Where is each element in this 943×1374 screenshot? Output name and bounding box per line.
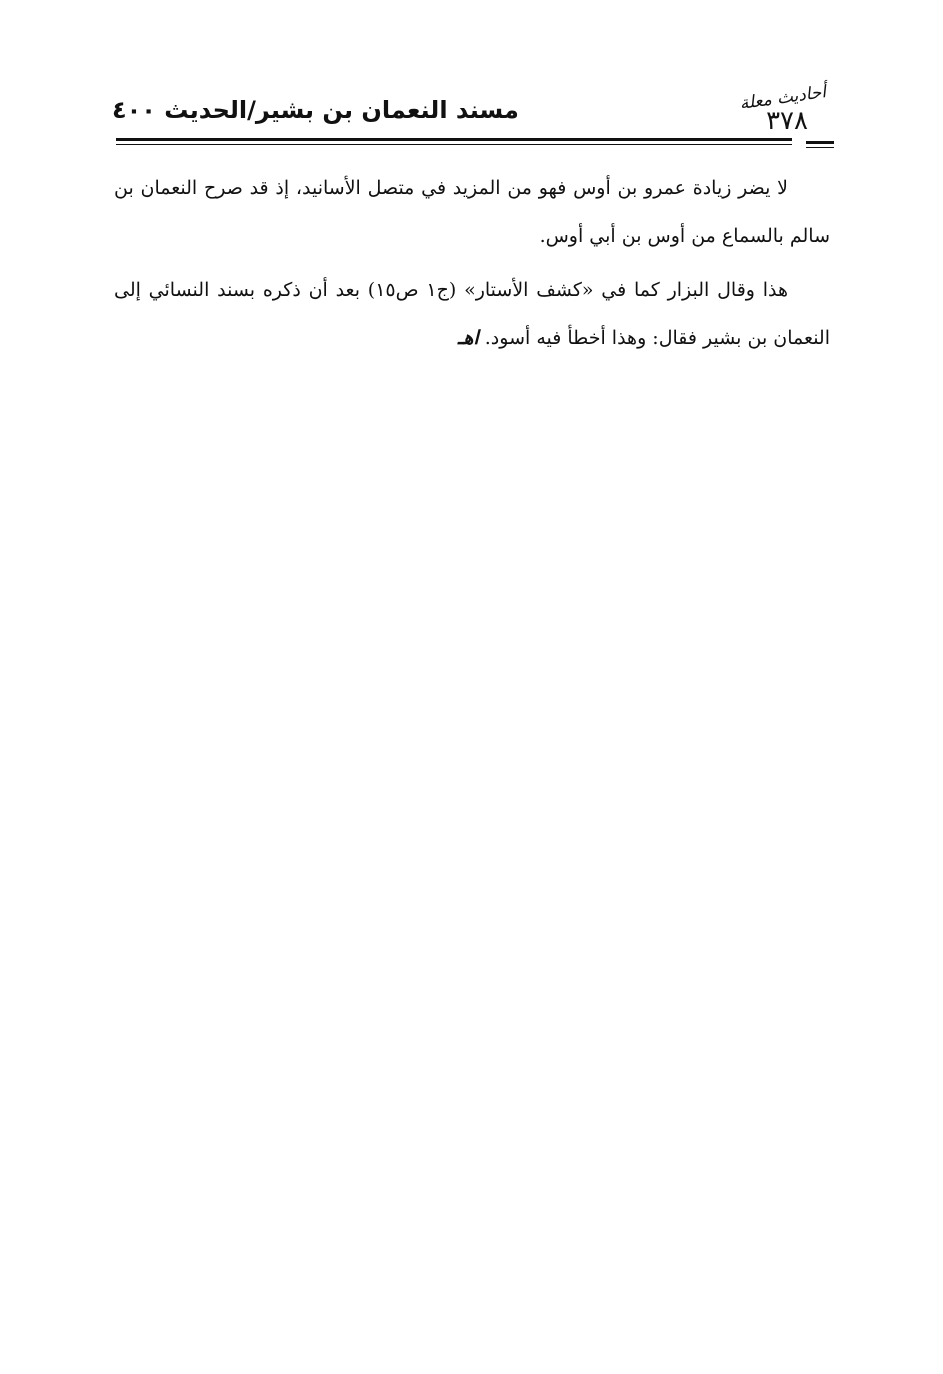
paragraph (114, 164, 830, 260)
page-number-rule-thick (806, 141, 834, 144)
page-number: ٣٧٨ (766, 106, 808, 136)
paragraph (114, 266, 830, 362)
running-title: مسند النعمان بن بشير/الحديث ٤٠٠ (112, 96, 519, 124)
body-text (114, 164, 830, 368)
page-number-rule-thin (806, 147, 834, 148)
end-abbreviation: اهـ (457, 327, 479, 349)
book-title-mark: أحاديث معلة (738, 82, 828, 114)
header-rule-thick (116, 138, 792, 141)
paragraph-text: لا يضر زيادة عمرو بن أوس فهو من المزيد في متصل الأسانيد، إذ قد صرح النعمان بن سالم بالسماع من أوس بن أبي أوس. (114, 177, 830, 247)
paragraph-text: هذا وقال البزار كما في «كشف الأستار» (ج١ ص١٥) بعد أن ذكره بسند النسائي إلى النعمان بن بشير فقال: وهذا أخطأ فيه أسود. (114, 279, 830, 349)
header-rule-thin (116, 144, 792, 145)
